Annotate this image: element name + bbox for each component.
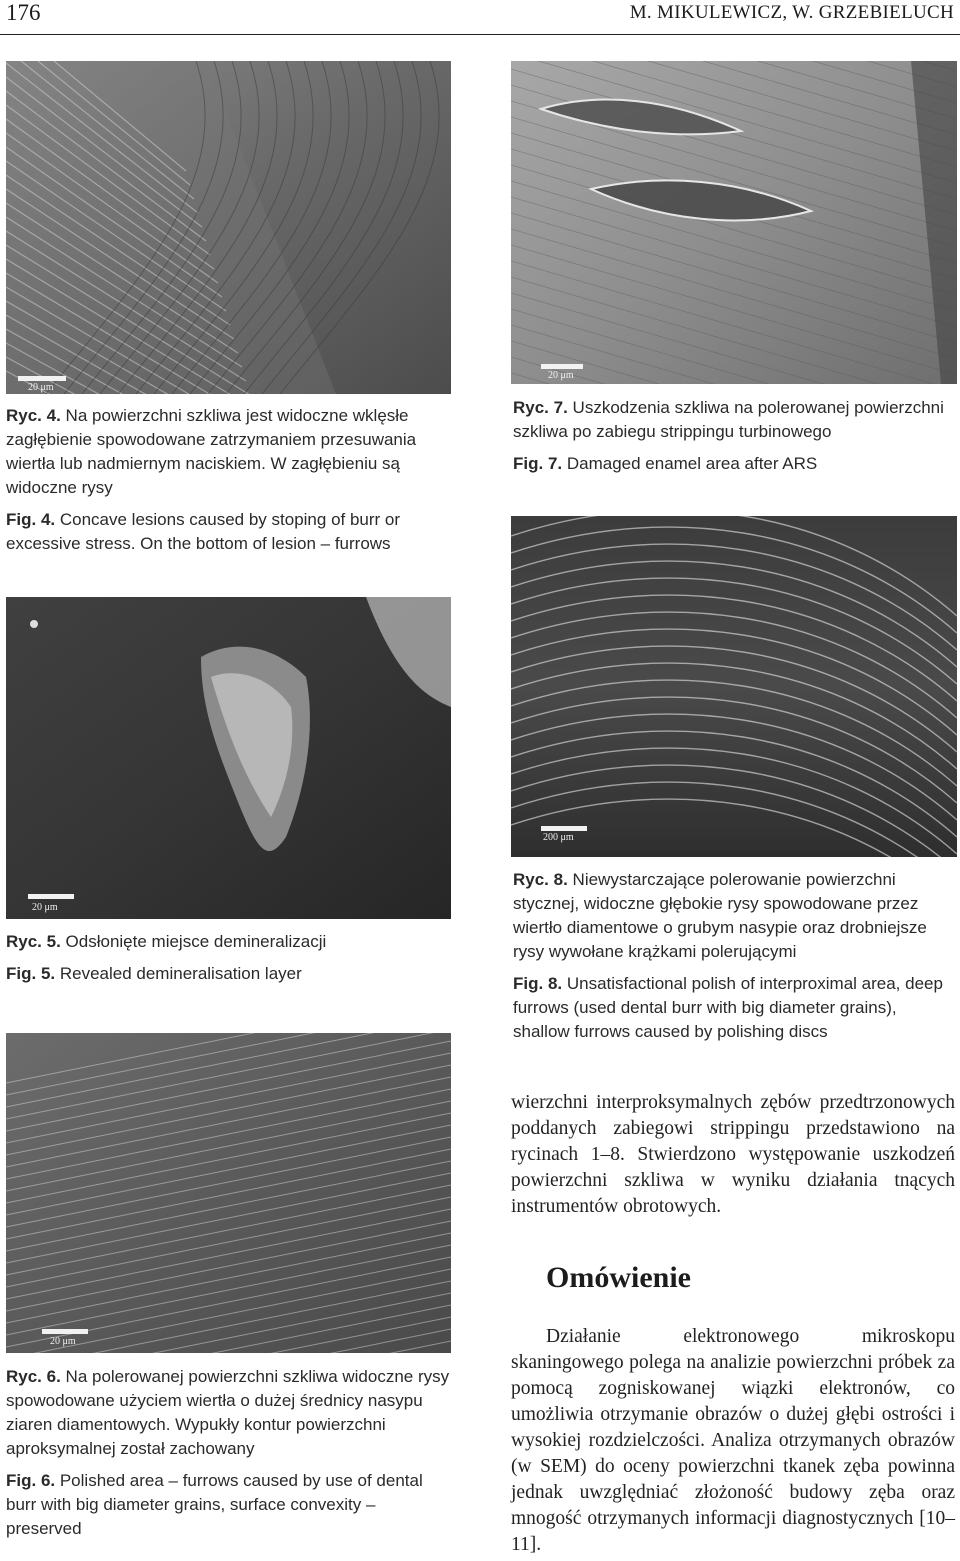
running-header-authors: M. MIKULEWICZ, W. GRZEBIELUCH bbox=[629, 2, 954, 23]
scale-label: 20 μm bbox=[50, 1336, 76, 1347]
caption-text: Polished area – furrows caused by use of dental burr with big diameter grains, surface convexity – preserved bbox=[6, 1471, 423, 1538]
caption-polish bbox=[6, 404, 451, 500]
caption-text: Na powierzchni szkliwa jest widoczne wklęsłe zagłębienie spowodowane zatrzymaniem przesuwania wiertła lub nadmiernym naciskiem. W zagłębieniu są widoczne rysy bbox=[6, 406, 417, 497]
caption-polish bbox=[513, 396, 953, 444]
scale-label: 200 μm bbox=[543, 832, 574, 843]
caption-label: Ryc. 5. bbox=[6, 932, 61, 951]
caption-english bbox=[513, 452, 953, 476]
scale-bar bbox=[541, 826, 587, 831]
caption-label: Ryc. 7. bbox=[513, 398, 568, 417]
figure-8-caption bbox=[513, 868, 953, 1044]
caption-polish bbox=[513, 868, 953, 964]
header-rule bbox=[0, 34, 960, 35]
caption-text: Uszkodzenia szkliwa na polerowanej powierzchni szkliwa po zabiegu strippingu turbinowego bbox=[513, 398, 944, 441]
figure-4-caption bbox=[6, 404, 451, 556]
caption-label: Fig. 7. bbox=[513, 454, 563, 473]
scale-label: 20 μm bbox=[32, 902, 58, 913]
caption-text: Concave lesions caused by stoping of burr or excessive stress. On the bottom of lesion – furrows bbox=[6, 510, 401, 553]
caption-label: Fig. 6. bbox=[6, 1471, 56, 1490]
caption-label: Ryc. 6. bbox=[6, 1367, 61, 1386]
caption-english bbox=[6, 508, 451, 556]
scale-label: 20 μm bbox=[548, 370, 574, 381]
caption-label: Ryc. 4. bbox=[6, 406, 61, 425]
figure-6-caption bbox=[6, 1365, 451, 1541]
page-number: 176 bbox=[6, 0, 41, 25]
scale-bar bbox=[18, 376, 66, 381]
caption-label: Fig. 5. bbox=[6, 964, 56, 983]
figure-7-sem-image bbox=[511, 61, 957, 384]
caption-polish bbox=[6, 1365, 451, 1461]
caption-english bbox=[513, 972, 953, 1044]
figure-8-sem-image bbox=[511, 516, 957, 857]
caption-label: Fig. 8. bbox=[513, 974, 563, 993]
caption-text: Unsatisfactional polish of interproximal area, deep furrows (used dental burr with big diameter grains), shallow furrows caused by polishing discs bbox=[513, 974, 943, 1041]
caption-label: Ryc. 8. bbox=[513, 870, 568, 889]
caption-english bbox=[6, 1469, 451, 1541]
caption-text: Niewystarczające polerowanie powierzchni stycznej, widoczne głębokie rysy spowodowane przez wiertło diamentowe o grubym nasypie oraz drobniejsze rysy wywołane krążkami polerującymi bbox=[513, 870, 927, 961]
body-paragraph-continuation: wierzchni interproksymalnych zębów przedtrzonowych poddanych zabiegowi strippingu przedstawiono na rycinach 1–8. Stwierdzono występowanie uszkodzeń powierzchni szkliwa w wyniku działania tnących instrumentów obrotowych. bbox=[511, 1092, 955, 1217]
figure-5-caption bbox=[6, 930, 451, 986]
caption-text: Odsłonięte miejsce demineralizacji bbox=[60, 932, 327, 951]
scale-bar bbox=[28, 894, 74, 899]
section-title: Omówienie bbox=[546, 1261, 691, 1294]
figure-6-sem-image bbox=[6, 1033, 451, 1353]
caption-label: Fig. 4. bbox=[6, 510, 56, 529]
figure-5-sem-image bbox=[6, 597, 451, 919]
body-paragraph-discussion: Działanie elektronowego mikroskopu skaningowego polega na analizie powierzchni próbek za pomocą zogniskowanej wiązki elektronów, co umożliwia otrzymanie obrazów o dużej głębi ostrości i wysokiej rozdzielczości. Analiza otrzymanych obrazów (w SEM) do oceny powierzchni tkanek zęba powinna jednak uwzględniać złożoność budowy zęba oraz mnogość otrzymanych informacji diagnostycznych [10–11]. bbox=[511, 1326, 955, 1555]
caption-text: Damaged enamel area after ARS bbox=[562, 454, 818, 473]
caption-text: Revealed demineralisation layer bbox=[55, 964, 302, 983]
scale-bar bbox=[541, 364, 583, 369]
caption-english bbox=[6, 962, 451, 986]
caption-text: Na polerowanej powierzchni szkliwa widoczne rysy spowodowane użyciem wiertła o dużej średnicy nasypu ziaren diamentowych. Wypukły kontur powierzchni aproksymalnej został zachowany bbox=[6, 1367, 450, 1458]
caption-polish bbox=[6, 930, 451, 954]
figure-4-sem-image bbox=[6, 61, 451, 394]
scale-bar bbox=[42, 1329, 88, 1334]
figure-7-caption bbox=[513, 396, 953, 476]
scale-label: 20 μm bbox=[28, 382, 54, 393]
